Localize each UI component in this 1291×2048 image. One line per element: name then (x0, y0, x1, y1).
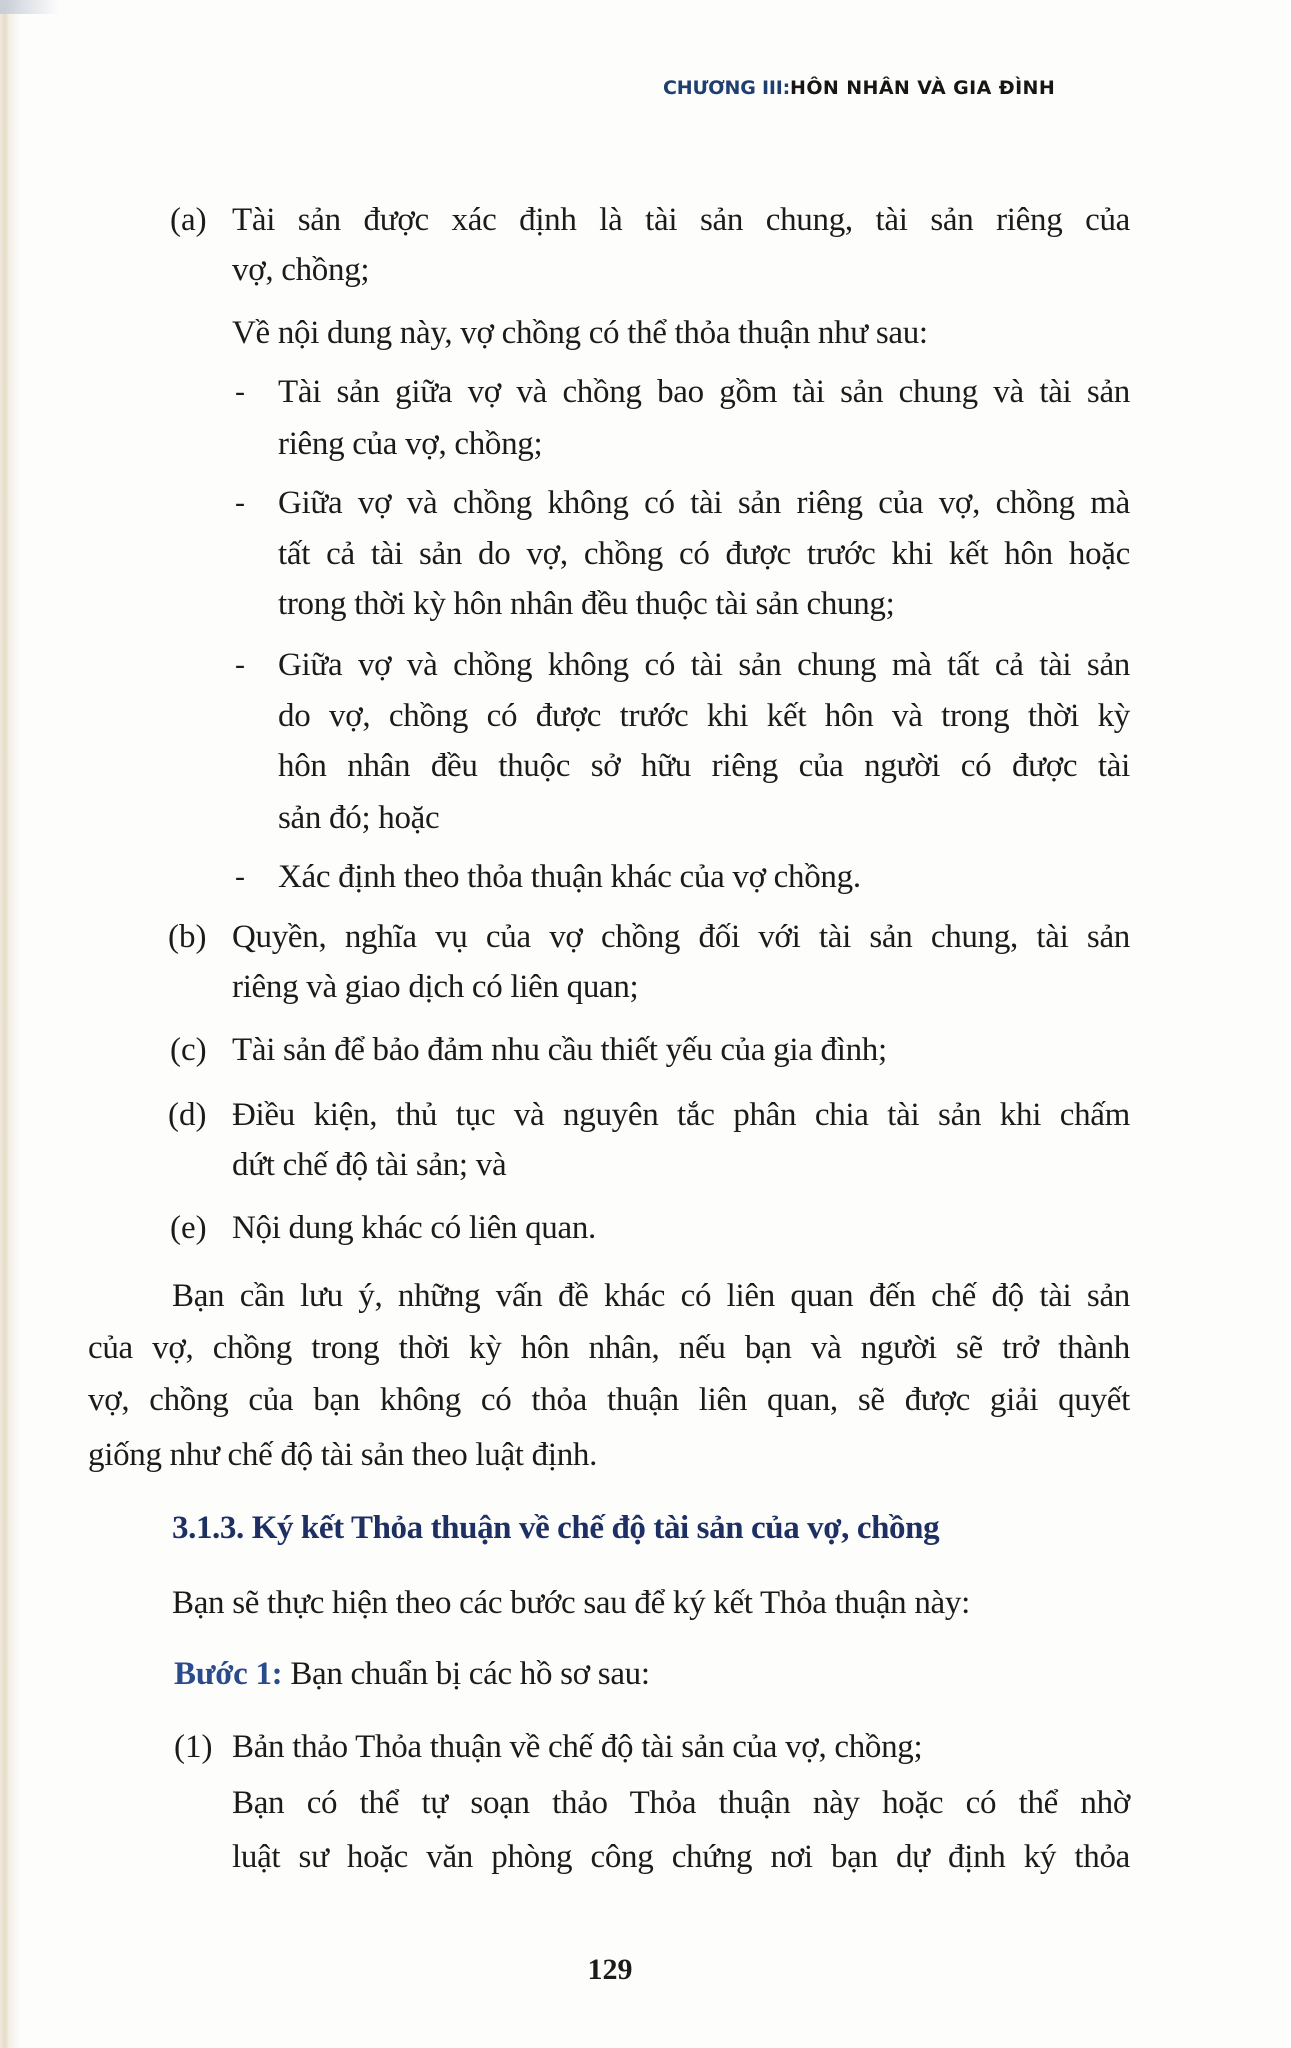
item-e-line-1: Nội dung khác có liên quan. (232, 1210, 596, 1246)
note-line-3: vợ, chồng của bạn không có thỏa thuận liên quan, sẽ được giải quyết (88, 1382, 1130, 1418)
step-1-text: Bạn chuẩn bị các hồ sơ sau: (282, 1656, 650, 1692)
note-line-1: Bạn cần lưu ý, những vấn đề khác có liên quan đến chế độ tài sản (172, 1278, 1130, 1314)
page-number: 129 (587, 1953, 633, 1986)
document-1-label: (1) (174, 1729, 213, 1765)
page-corner-shade (0, 0, 60, 14)
item-b-label: (b) (168, 919, 207, 955)
section-heading: 3.1.3. Ký kết Thỏa thuận về chế độ tài sản của vợ, chồng (172, 1510, 940, 1546)
document-1-line-1: Bạn có thể tự soạn thảo Thỏa thuận này hoặc có thể nhờ (232, 1785, 1130, 1821)
item-b-line-1: Quyền, nghĩa vụ của vợ chồng đối với tài sản chung, tài sản (232, 919, 1130, 955)
item-a-intro: Về nội dung này, vợ chồng có thể thỏa thuận như sau: (232, 315, 928, 351)
document-1-line-2: luật sư hoặc văn phòng công chứng nơi bạn dự định ký thỏa (232, 1839, 1130, 1875)
bullet-1-line-2: riêng của vợ, chồng; (278, 426, 543, 462)
item-d-label: (d) (168, 1097, 207, 1133)
bullet-1-line-1: Tài sản giữa vợ và chồng bao gồm tài sản chung và tài sản (278, 374, 1130, 410)
bullet-dash: - (235, 375, 245, 408)
running-header-chapter: CHƯƠNG III: (663, 77, 791, 99)
note-line-4: giống như chế độ tài sản theo luật định. (88, 1437, 598, 1473)
bullet-2-line-1: Giữa vợ và chồng không có tài sản riêng của vợ, chồng mà (278, 485, 1130, 521)
note-line-2: của vợ, chồng trong thời kỳ hôn nhân, nếu bạn và người sẽ trở thành (88, 1330, 1130, 1366)
document-1-title: Bản thảo Thỏa thuận về chế độ tài sản của vợ, chồng; (232, 1729, 923, 1765)
running-header-title: HÔN NHÂN VÀ GIA ĐÌNH (790, 77, 1056, 99)
item-e-label: (e) (170, 1210, 207, 1246)
running-header (663, 74, 1133, 102)
bullet-3-line-3: hôn nhân đều thuộc sở hữu riêng của người có được tài (278, 748, 1130, 784)
item-a-line-1: Tài sản được xác định là tài sản chung, tài sản riêng của (232, 202, 1130, 238)
item-b-line-2: riêng và giao dịch có liên quan; (232, 969, 639, 1005)
bullet-dash: - (235, 860, 245, 893)
item-d-line-1: Điều kiện, thủ tục và nguyên tắc phân chia tài sản khi chấm (232, 1097, 1130, 1133)
item-a-label: (a) (170, 202, 207, 238)
bullet-2-line-2: tất cả tài sản do vợ, chồng có được trước khi kết hôn hoặc (278, 536, 1130, 572)
bullet-3-line-4: sản đó; hoặc (278, 800, 440, 836)
bullet-dash: - (235, 486, 245, 519)
section-intro: Bạn sẽ thực hiện theo các bước sau để ký kết Thỏa thuận này: (172, 1585, 970, 1621)
bullet-3-line-2: do vợ, chồng có được trước khi kết hôn và trong thời kỳ (278, 698, 1130, 734)
page-edge-shadow (0, 0, 22, 2048)
bullet-4-line-1: Xác định theo thỏa thuận khác của vợ chồng. (278, 859, 861, 895)
item-d-line-2: dứt chế độ tài sản; và (232, 1147, 507, 1183)
item-a-line-2: vợ, chồng; (232, 252, 370, 288)
bullet-3-line-1: Giữa vợ và chồng không có tài sản chung mà tất cả tài sản (278, 647, 1130, 683)
item-c-line-1: Tài sản để bảo đảm nhu cầu thiết yếu của gia đình; (232, 1032, 887, 1068)
bullet-dash: - (235, 648, 245, 681)
step-1 (174, 1654, 1074, 1694)
item-c-label: (c) (170, 1032, 207, 1068)
bullet-2-line-3: trong thời kỳ hôn nhân đều thuộc tài sản chung; (278, 586, 895, 622)
step-1-label: Bước 1: (174, 1656, 283, 1692)
